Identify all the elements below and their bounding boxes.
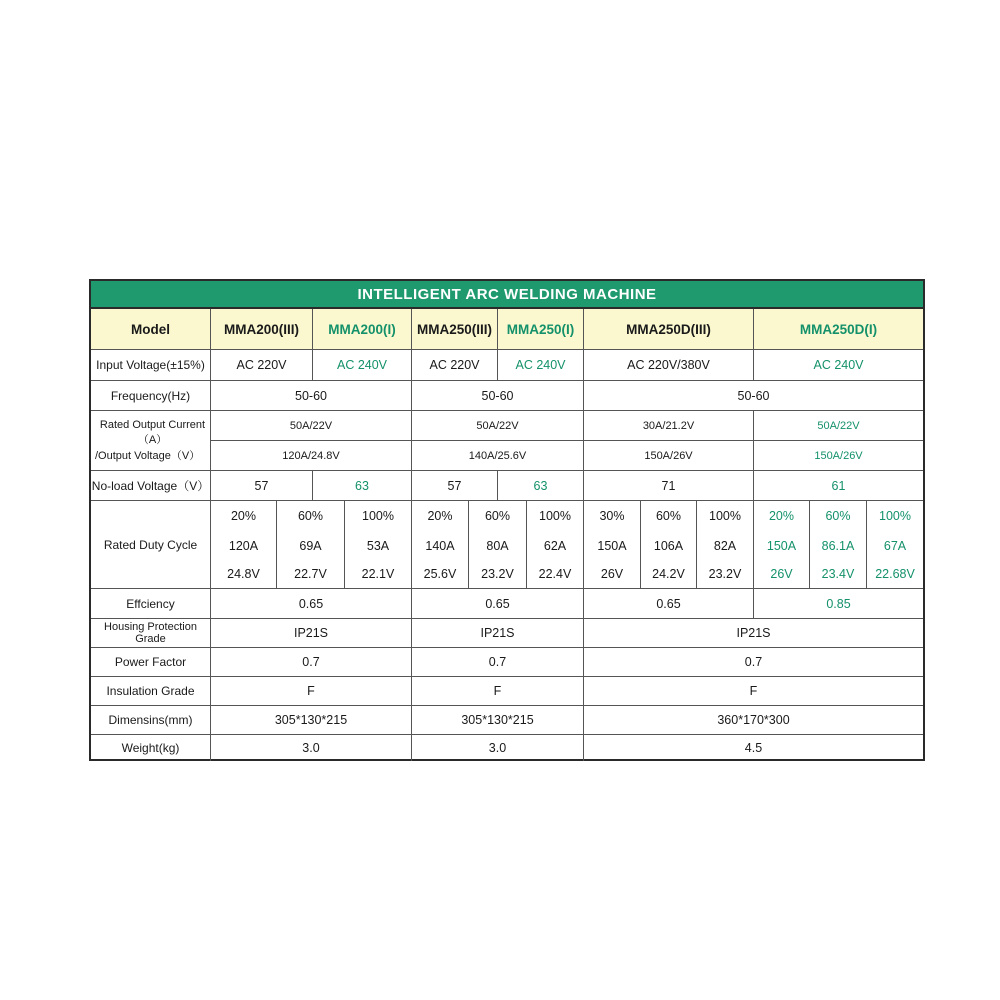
header-model: MMA250(III) [412,309,498,350]
row-label-power-factor: Power Factor [91,648,211,677]
duty-cycle-voltage-cell: 22.68V [867,560,923,589]
cell: 3.0 [211,735,412,761]
cell: 4.5 [744,741,763,755]
cell: 0.7 [584,648,923,677]
cell: 50A/22V [412,411,584,441]
duty-cycle-voltage-cell: 24.8V [211,560,277,589]
duty-cycle-voltage-cell: 24.2V [641,560,697,589]
cell: 71 [584,471,754,501]
duty-cycle-current-cell: 120A [211,531,277,560]
duty-cycle-voltage-cell: 23.4V [810,560,867,589]
duty-cycle-current-cell: 80A [469,531,527,560]
row-label-insulation: Insulation Grade [91,677,211,706]
rated-output-label-line1: Rated Output Current（A） [99,418,206,446]
duty-cycle-current-cell: 67A [883,538,907,553]
cell: 0.65 [412,589,584,619]
cell: 57 [211,471,313,501]
duty-cycle-percent-cell: 60% [810,501,867,531]
row-label-frequency: Frequency(Hz) [91,381,211,411]
duty-cycle-percent-cell: 60% [641,501,697,531]
cell: 0.85 [754,589,923,619]
duty-cycle-voltage-cell: 23.2V [469,560,527,589]
cell: 57 [412,471,498,501]
cell: 0.65 [211,589,412,619]
cell: 50-60 [412,381,584,411]
cell: IP21S [584,619,923,648]
cell: 0.7 [412,648,584,677]
cell: 50A/22V [754,411,923,441]
cell: AC 220V [412,350,498,381]
cell: 140A/25.6V [412,441,584,471]
cell: 120A/24.8V [211,441,412,471]
cell: F [211,677,412,706]
cell: F [584,677,923,706]
duty-cycle-current-cell: 62A [527,531,584,560]
cell: 63 [498,471,584,501]
row-label-efficiency: Effciency [91,589,211,619]
header-model-label: Model [91,309,211,350]
cell: AC 220V/380V [584,350,754,381]
duty-cycle-voltage-cell: 23.2V [697,560,754,589]
cell: 305*130*215 [211,706,412,735]
duty-cycle-current-cell: 86.1A [810,531,867,560]
header-model: MMA200(III) [211,309,313,350]
duty-cycle-percent-cell: 20% [211,501,277,531]
duty-cycle-current-cell: 69A [277,531,345,560]
duty-cycle-percent-cell: 60% [277,501,345,531]
duty-cycle-percent-cell: 100% [345,501,412,531]
duty-cycle-current-cell: 140A [412,531,469,560]
row-label-no-load-voltage: No-load Voltage（V） [91,471,211,501]
cell: 63 [313,471,412,501]
cell: 30A/21.2V [584,411,754,441]
cell: AC 220V [211,350,313,381]
cell: 3.0 [412,735,584,761]
duty-cycle-percent-cell: 100% [527,501,584,531]
cell: 50A/22V [211,411,412,441]
row-label-weight: Weight(kg) [91,735,211,761]
header-model: MMA200(I) [313,309,412,350]
duty-cycle-current-cell: 53A [345,531,412,560]
duty-cycle-voltage-cell: 26V [584,560,641,589]
rated-output-label-line2: /Output Voltage（V） [95,449,201,462]
duty-cycle-percent-cell: 20% [754,501,810,531]
cell: 61 [754,471,923,501]
duty-cycle-current-cell: 150A [584,531,641,560]
cell: 50-60 [584,381,923,411]
duty-cycle-percent-cell: 100% [879,509,911,523]
table-title: INTELLIGENT ARC WELDING MACHINE [91,281,923,309]
cell: AC 240V [498,350,584,381]
header-model: MMA250D(III) [584,309,754,350]
duty-cycle-voltage-cell: 25.6V [412,560,469,589]
duty-cycle-current-cell: 106A [641,531,697,560]
row-label-input-voltage: Input Voltage(±15%) [91,350,211,381]
row-label-duty-cycle: Rated Duty Cycle [91,501,211,589]
duty-cycle-percent-cell: 20% [412,501,469,531]
cell: F [412,677,584,706]
duty-cycle-voltage-cell: 26V [754,560,810,589]
header-model: MMA250(I) [498,309,584,350]
cell: AC 240V [754,350,923,381]
duty-cycle-voltage-cell: 22.4V [527,560,584,589]
cell: 150A/26V [584,441,754,471]
cell: 305*130*215 [412,706,584,735]
cell: AC 240V [313,350,412,381]
duty-cycle-voltage-cell: 22.7V [277,560,345,589]
duty-cycle-percent-cell: 100% [697,501,754,531]
cell: IP21S [211,619,412,648]
duty-cycle-current-cell: 150A [754,531,810,560]
cell: IP21S [412,619,584,648]
cell: 0.65 [584,589,754,619]
row-label-dimensions: Dimensins(mm) [91,706,211,735]
header-model: MMA250D(I) [754,309,923,350]
duty-cycle-percent-cell: 60% [469,501,527,531]
cell: 50-60 [211,381,412,411]
spec-table [89,279,925,761]
cell: 150A/26V [754,441,923,471]
cell: 360*170*300 [584,706,923,735]
row-label-rated-output [91,411,211,471]
duty-cycle-voltage-cell: 22.1V [345,560,412,589]
row-label-housing-protection: Housing Protection Grade [91,619,211,648]
duty-cycle-percent-cell: 30% [584,501,641,531]
cell: 0.7 [211,648,412,677]
duty-cycle-current-cell: 82A [697,531,754,560]
